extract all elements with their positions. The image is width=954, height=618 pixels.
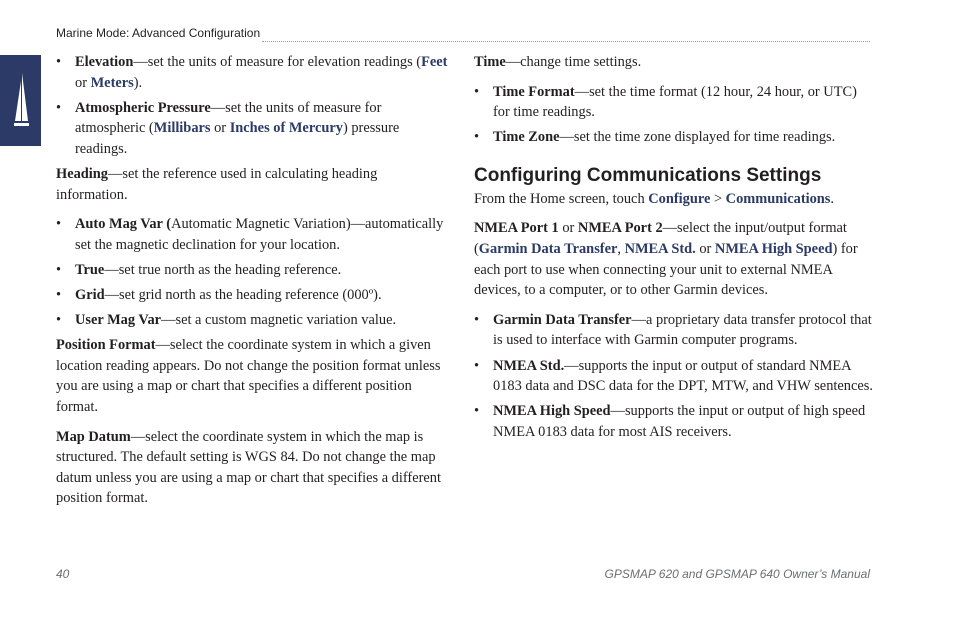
desc-text: ) for each port to use when connecting your unit to external NMEA devices, to a computer, or to other Garmin devices. bbox=[474, 241, 858, 299]
list-item-garmin-data-transfer bbox=[474, 310, 874, 351]
paragraph-position-format bbox=[56, 335, 451, 417]
marine-section-tab bbox=[0, 55, 41, 146]
list-item-nmea-std bbox=[474, 356, 874, 397]
list-item-auto-mag-var bbox=[56, 214, 451, 255]
desc-text: . bbox=[830, 190, 835, 207]
bullet: • bbox=[474, 403, 480, 420]
bullet: • bbox=[56, 54, 62, 70]
bullet: • bbox=[56, 261, 62, 278]
desc-text: , bbox=[617, 241, 625, 258]
list-item-grid bbox=[56, 285, 451, 306]
list-item-nmea-high-speed bbox=[474, 401, 874, 442]
desc-text: or bbox=[75, 74, 91, 91]
link-communications: Communications bbox=[725, 190, 831, 207]
desc-text: Automatic Magnetic Variation)—automatically set the magnetic declination for your location. bbox=[75, 216, 444, 253]
desc-text: —select the coordinate system in which the map is structured. The default setting is WGS 84. Do not change the map datum unless you are using a map or chart that specifies a different position format. bbox=[56, 428, 441, 507]
list-item-elevation bbox=[56, 52, 451, 93]
list-item-user-mag-var bbox=[56, 310, 451, 331]
desc-text: —set grid north as the heading reference (000º). bbox=[104, 286, 382, 303]
desc-text: —a proprietary data transfer protocol that is used to interface with Garmin computer programs. bbox=[493, 311, 872, 349]
option-millibars: Millibars bbox=[153, 120, 211, 137]
desc-text: or bbox=[558, 220, 578, 237]
desc-text: —set the units of measure for atmospheric ( bbox=[75, 99, 382, 137]
sailboat-icon bbox=[13, 71, 29, 129]
term-time: Time bbox=[474, 54, 506, 70]
desc-text: —supports the input or output of high speed NMEA 0183 data for most AIS receivers. bbox=[493, 403, 866, 440]
bullet: • bbox=[56, 216, 62, 233]
paragraph-from-home bbox=[474, 189, 874, 210]
bullet: • bbox=[56, 286, 62, 303]
term-time-format: Time Format bbox=[493, 83, 575, 100]
bullet: • bbox=[474, 311, 480, 328]
term-grid: Grid bbox=[75, 286, 105, 303]
bullet: • bbox=[474, 129, 480, 146]
term-atmospheric-pressure: Atmospheric Pressure bbox=[75, 99, 211, 116]
desc-text: —select the coordinate system in which a given location reading appears. Do not change the position format unless you are using a map or chart that specifies a different position format. bbox=[56, 337, 441, 415]
option-garmin-data-transfer: Garmin Data Transfer bbox=[478, 241, 618, 258]
list-item-time-format bbox=[474, 82, 874, 123]
list-item-true bbox=[56, 260, 451, 281]
desc-text: ). bbox=[133, 74, 143, 91]
term-nmea-port-2: NMEA Port 2 bbox=[577, 220, 663, 237]
term-nmea-high-speed: NMEA High Speed bbox=[493, 403, 611, 420]
list-item-time-zone bbox=[474, 127, 874, 148]
page-number: 40 bbox=[56, 567, 70, 581]
option-inches-of-mercury: Inches of Mercury bbox=[229, 120, 343, 137]
term-time-zone: Time Zone bbox=[493, 129, 560, 146]
desc-text: From the Home screen, touch bbox=[474, 190, 649, 207]
desc-text: > bbox=[710, 190, 726, 207]
desc-text: —set a custom magnetic variation value. bbox=[161, 312, 397, 329]
paragraph-nmea-port bbox=[474, 218, 874, 300]
term-heading: Heading bbox=[56, 165, 108, 182]
desc-text: —select the input/output format ( bbox=[474, 220, 847, 258]
option-feet: Feet bbox=[421, 54, 448, 70]
desc-text: —set the time zone displayed for time readings. bbox=[559, 129, 836, 146]
desc-text: —set the reference used in calculating heading information. bbox=[56, 165, 378, 203]
option-meters: Meters bbox=[90, 74, 134, 91]
header-divider bbox=[262, 41, 870, 42]
manual-title: GPSMAP 620 and GPSMAP 640 Owner’s Manual bbox=[604, 567, 870, 581]
list-item-atmospheric-pressure bbox=[56, 98, 451, 160]
option-nmea-high-speed: NMEA High Speed bbox=[714, 241, 833, 258]
section-heading: Configuring Communications Settings bbox=[474, 164, 822, 186]
option-nmea-std: NMEA Std. bbox=[624, 241, 696, 258]
desc-text: or bbox=[210, 120, 230, 137]
desc-text: —set true north as the heading reference. bbox=[104, 261, 342, 278]
paragraph-heading bbox=[56, 164, 451, 205]
header-title: Marine Mode: Advanced Configuration bbox=[56, 26, 261, 40]
term-garmin-data-transfer: Garmin Data Transfer bbox=[493, 311, 632, 328]
left-column bbox=[56, 52, 451, 518]
desc-text: or bbox=[695, 241, 715, 258]
bullet: • bbox=[56, 99, 62, 116]
term-map-datum: Map Datum bbox=[56, 428, 131, 445]
right-column bbox=[474, 52, 874, 447]
desc-text: —set the units of measure for elevation readings ( bbox=[133, 54, 422, 70]
term-nmea-std: NMEA Std. bbox=[493, 357, 565, 374]
term-auto-mag-var: Auto Mag Var ( bbox=[75, 216, 172, 233]
desc-text: —change time settings. bbox=[505, 54, 642, 70]
bullet: • bbox=[56, 312, 62, 329]
paragraph-map-datum bbox=[56, 427, 451, 509]
term-position-format: Position Format bbox=[56, 337, 156, 354]
desc-text: —set the time format (12 hour, 24 hour, or UTC) for time readings. bbox=[493, 83, 857, 121]
term-true: True bbox=[75, 261, 105, 278]
bullet: • bbox=[474, 357, 480, 374]
desc-text: —supports the input or output of standard NMEA 0183 data and DSC data for the DPT, MTW, and VHW sentences. bbox=[493, 357, 873, 395]
link-configure: Configure bbox=[648, 190, 711, 207]
term-elevation: Elevation bbox=[75, 54, 134, 70]
term-user-mag-var: User Mag Var bbox=[75, 312, 162, 329]
bullet: • bbox=[474, 83, 480, 100]
paragraph-time bbox=[474, 52, 874, 73]
desc-text: ) pressure readings. bbox=[75, 120, 400, 157]
term-nmea-port-1: NMEA Port 1 bbox=[474, 220, 559, 237]
